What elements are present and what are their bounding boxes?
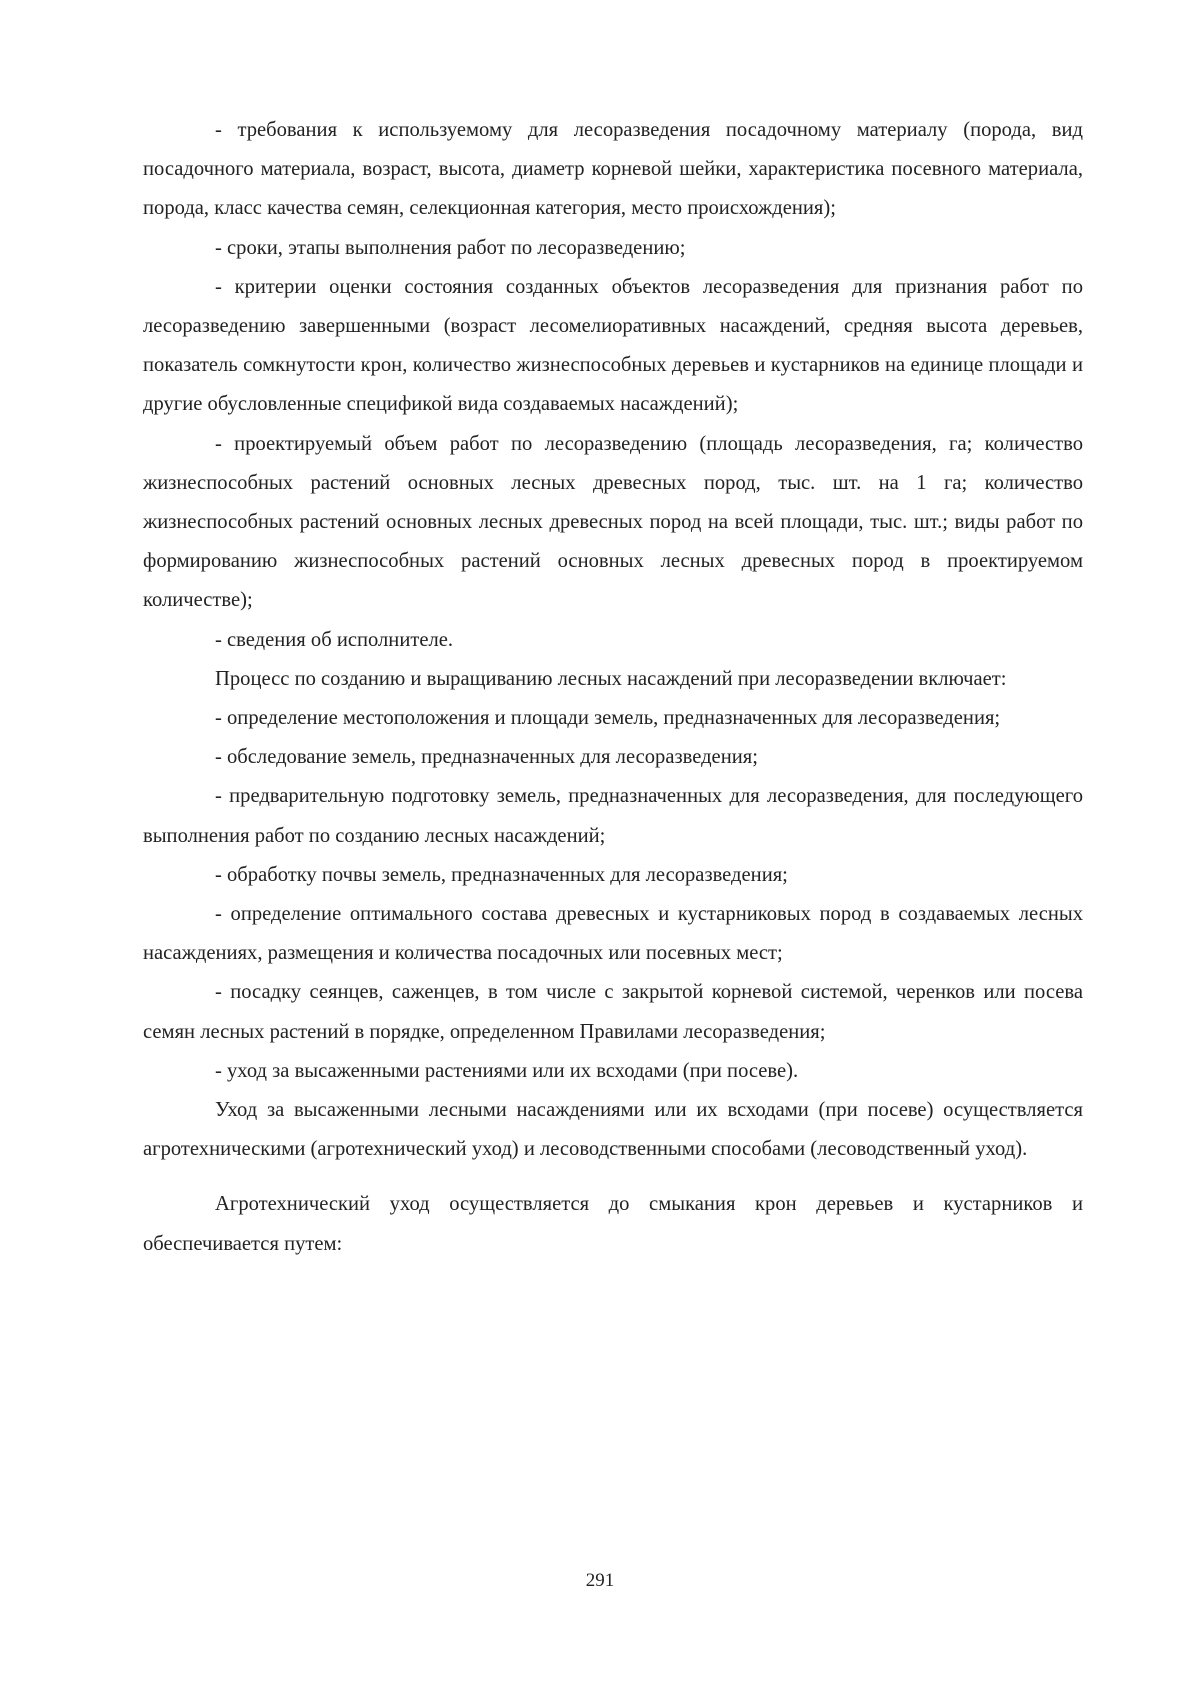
paragraph-planting-material-requirements: - требования к используемому для лесоразведения посадочному материалу (порода, вид посадочного материала, возраст, высота, диаметр корневой шейки, характеристика посевного материала, порода, класс качества семян, селекционная категория, место происхождения);: [143, 119, 1083, 220]
paragraph-process-intro: Процесс по созданию и выращиванию лесных насаждений при лесоразведении включает:: [215, 667, 1007, 690]
paragraph-land-survey: - обследование земель, предназначенных для лесоразведения;: [215, 746, 758, 769]
paragraph-work-volume: - проектируемый объем работ по лесоразведению (площадь лесоразведения, га; количество жизнеспособных растений основных лесных древесных пород, тыс. шт. на 1 га; количество жизнеспособных растений основных лесных древесных пород на всей площади, тыс. шт.; виды работ по формированию жизнеспособных растений основных лесных древесных пород в проектируемом количестве);: [143, 432, 1083, 612]
paragraph-contractor-info: - сведения об исполнителе.: [215, 628, 454, 651]
paragraph-soil-treatment: - обработку почвы земель, предназначенных для лесоразведения;: [215, 863, 788, 886]
paragraph-land-preparation: - предварительную подготовку земель, предназначенных для лесоразведения, для последующего выполнения работ по созданию лесных насаждений;: [143, 785, 1083, 847]
page-number: 291: [585, 1570, 615, 1591]
paragraph-planting: - посадку сеянцев, саженцев, в том числе с закрытой корневой системой, черенков или посева семян лесных растений в порядке, определенном Правилами лесоразведения;: [143, 981, 1083, 1043]
paragraph-species-composition: - определение оптимального состава древесных и кустарниковых пород в создаваемых лесных насаждениях, размещения и количества посадочных или посевных мест;: [143, 903, 1083, 965]
paragraph-work-stages: - сроки, этапы выполнения работ по лесоразведению;: [215, 236, 686, 259]
paragraph-land-location: - определение местоположения и площади земель, предназначенных для лесоразведения;: [215, 707, 1001, 730]
paragraph-agrotechnical-care: Агротехнический уход осуществляется до смыкания крон деревьев и кустарников и обеспечивается путем:: [143, 1193, 1083, 1255]
paragraph-care: - уход за высаженными растениями или их всходами (при посеве).: [215, 1059, 799, 1082]
paragraph-care-methods: Уход за высаженными лесными насаждениями или их всходами (при посеве) осуществляется агротехническими (агротехнический уход) и лесоводственными способами (лесоводственный уход).: [143, 1099, 1083, 1161]
paragraph-assessment-criteria: - критерии оценки состояния созданных объектов лесоразведения для признания работ по лесоразведению завершенными (возраст лесомелиоративных насаждений, средняя высота деревьев, показатель сомкнутости крон, количество жизнеспособных деревьев и кустарников на единице площади и другие обусловленные спецификой вида создаваемых насаждений);: [143, 275, 1083, 416]
document-page: [143, 111, 1083, 1264]
